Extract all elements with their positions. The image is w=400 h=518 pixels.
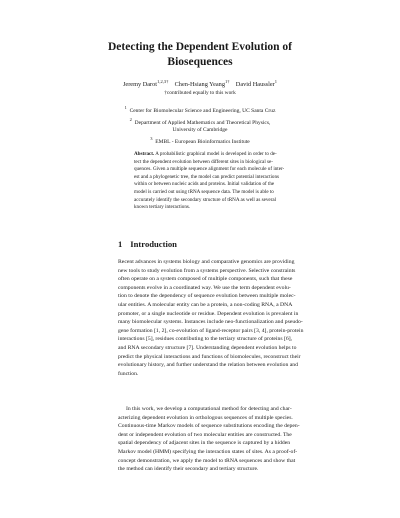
intro-paragraph-1	[118, 258, 329, 378]
abstract-line: known tertiary interactions.	[134, 204, 191, 211]
author-affiliation-mark: 1	[274, 79, 278, 84]
author-list	[40, 77, 360, 89]
abstract-line: est and a phylogenetic tree, the model can predict potential interactions	[134, 173, 279, 180]
abstract-line: accurately identify the secondary structure of tRNA as well as several	[134, 196, 277, 203]
body-line: spatial dependency of adjacent sites in the sequence is captured by a hidden	[118, 440, 291, 447]
affiliation-text: Center for Biomolecular Science and Engineering, UC Santa Cruz	[129, 108, 276, 114]
body-line: dent or independent evolution of two molecular entities are constructed. The	[118, 431, 292, 438]
title-line: Biosequences	[167, 56, 233, 68]
author-affiliation-mark: 1,2,3†	[157, 79, 169, 84]
body-line: Recent advances in systems biology and comparative genomics are providing	[118, 259, 295, 265]
body-line: function.	[118, 370, 139, 377]
abstract-line	[134, 151, 312, 159]
body-line: new tools to study evolution from a systems perspective. Selective constraints	[118, 267, 296, 274]
affiliation-mark: 1	[124, 105, 127, 110]
abstract	[134, 151, 312, 212]
body-line: acterizing dependent evolution in orthologous sequences of multiple species.	[118, 414, 293, 421]
author-affiliation-mark: 1†	[224, 79, 230, 84]
affiliation-list	[40, 104, 360, 146]
body-line: promoter, or a single nucleotide or residue. Dependent evolution is prevalent in	[118, 310, 299, 317]
body-line: components evolve in a coordinated way. We use the term dependent evolu-	[118, 284, 291, 291]
affiliation	[40, 127, 360, 135]
affiliation-mark: 3	[150, 135, 153, 141]
affiliation-mark: 2	[129, 116, 132, 122]
body-line: concept demonstration, we apply the model to tRNA sequences and show that	[118, 457, 296, 464]
abstract-line: tect the dependent evolution between different sites in biological se-	[134, 158, 273, 165]
affiliation	[40, 116, 360, 128]
abstract-label: Abstract.	[134, 151, 155, 157]
body-line: predict the physical interactions and functions of biomolecules, reconstruct their	[118, 353, 301, 360]
abstract-line: model is carried out using tRNA sequence data. The model is able to	[134, 188, 274, 195]
body-line: interactions [5], residues contributing to the tertiary structure of proteins [6],	[118, 336, 293, 343]
paper-title	[60, 40, 340, 70]
section-number: 1	[118, 239, 123, 249]
body-line: Markov model (HMM) specifying the interaction states of sites. As a proof-of-	[118, 448, 298, 455]
body-line: tion to denote the dependency of sequence evolution between multiple molec-	[118, 293, 296, 300]
affiliation	[40, 104, 360, 116]
affiliation-text: University of Cambridge	[172, 127, 228, 133]
author-name: Chen-Hsiang Yeang	[174, 81, 225, 88]
abstract-line: quences. Given a multiple sequence alignment for each molecule of inter-	[134, 166, 285, 173]
body-line: gene formation [1, 2], co-evolution of ligand-receptor pairs [3, 4], protein-protein	[118, 327, 304, 334]
title-line: Detecting the Dependent Evolution of	[108, 41, 292, 53]
body-line: the method can identify their secondary and tertiary structure.	[118, 466, 259, 473]
affiliation-text: EMBL - European Bioinformatics Institute	[155, 138, 250, 145]
affiliation-text: Department of Applied Mathematics and Theoretical Physics,	[134, 119, 271, 126]
section-heading	[118, 239, 177, 250]
contribution-note: †contributed equally to this work	[164, 90, 236, 96]
section-title: Introduction	[130, 239, 177, 249]
affiliation	[40, 135, 360, 147]
author-name: Jeremy Darot	[122, 81, 158, 88]
body-line: many biomolecular systems. Instances include neo-functionalization and pseudo-	[118, 319, 303, 326]
intro-paragraph-2	[118, 405, 329, 474]
author-name: David Haussler	[235, 81, 275, 88]
abstract-text: A probabilistic graphical model is developed in order to de-	[155, 151, 277, 157]
body-line: Continuous-time Markov models of sequence substitutions encoding the depen-	[118, 423, 300, 430]
body-line: and RNA secondary structure [7]. Understanding dependent evolution helps to	[118, 344, 297, 351]
body-line: often operate on a system composed of multiple components, such that these	[118, 276, 293, 283]
body-line: evolutionary history, and further understand the relation between evolution and	[118, 362, 298, 369]
abstract-line: within or between nucleic acids and proteins. Initial validation of the	[134, 181, 275, 188]
body-line: In this work, we develop a computational method for detecting and char-	[126, 406, 292, 412]
body-line: ular entities. A molecular entity can be a protein, a non-coding RNA, a DNA	[118, 301, 293, 308]
